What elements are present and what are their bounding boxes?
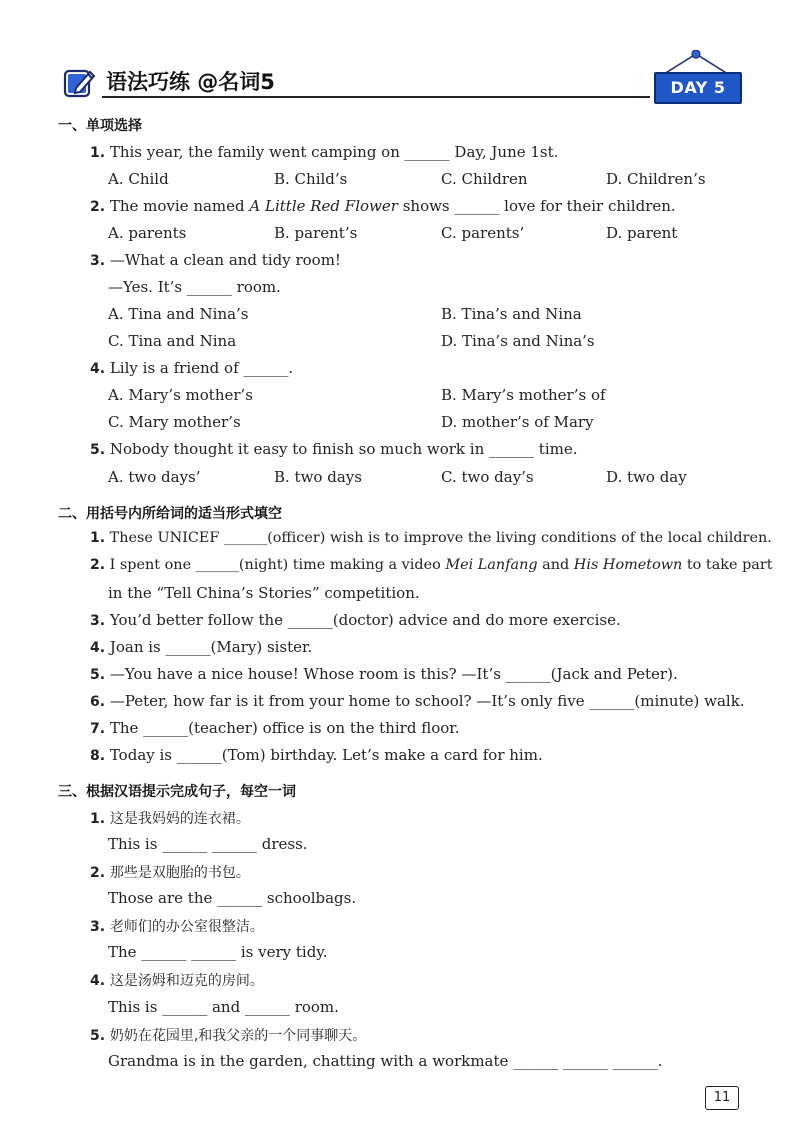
s2-q2-line2: in the “Tell China’s Stories” competition. bbox=[108, 584, 420, 602]
s3-q4-english: This is ______ and ______ room. bbox=[108, 998, 339, 1016]
question-text: —What a clean and tidy room! bbox=[109, 251, 341, 269]
question-number: 8. bbox=[90, 748, 106, 764]
question-number: 1. bbox=[90, 811, 106, 827]
question-text: Nobody thought it easy to finish so much work in ______ time. bbox=[109, 440, 578, 458]
movie-title: A Little Red Flower bbox=[249, 197, 398, 215]
day-tag bbox=[654, 50, 740, 114]
question-number: 6. bbox=[90, 694, 106, 710]
question-text: This year, the family went camping on ______ Day, June 1st. bbox=[109, 143, 559, 161]
s3-q5-chinese bbox=[90, 1025, 366, 1045]
s1-q2-option-a[interactable]: A. parents bbox=[108, 224, 187, 242]
page-number: 11 bbox=[705, 1086, 739, 1110]
question-number: 5. bbox=[90, 1028, 106, 1044]
chinese-prompt: 老师们的办公室很整洁。 bbox=[109, 919, 264, 935]
section-2-title: 二、用括号内所给词的适当形式填空 bbox=[58, 506, 282, 522]
page-title: 语法巧练 @名词5 bbox=[106, 70, 275, 94]
s1-q3-line2: —Yes. It’s ______ room. bbox=[108, 278, 281, 296]
s3-q4-chinese bbox=[90, 970, 264, 990]
s3-q1-chinese bbox=[90, 808, 250, 828]
s1-q5-option-d[interactable]: D. two day bbox=[606, 468, 687, 486]
s3-q2-english: Those are the ______ schoolbags. bbox=[108, 889, 357, 907]
s3-q3-english: The ______ ______ is very tidy. bbox=[108, 943, 328, 961]
s1-q3-stem bbox=[90, 251, 341, 269]
s1-q4-option-d[interactable]: D. mother’s of Mary bbox=[441, 413, 594, 431]
s1-q4-option-a[interactable]: A. Mary’s mother’s bbox=[108, 386, 254, 404]
question-number: 5. bbox=[90, 667, 106, 683]
s2-q4 bbox=[90, 638, 312, 656]
video-title-part1: Mei Lanfang bbox=[445, 557, 538, 573]
question-text: The ______(teacher) office is on the third floor. bbox=[109, 719, 460, 737]
question-number: 3. bbox=[90, 613, 106, 629]
s2-q5 bbox=[90, 665, 678, 683]
section-3-title: 三、根据汉语提示完成句子，每空一词 bbox=[58, 784, 296, 800]
s1-q4-option-b[interactable]: B. Mary’s mother’s of bbox=[441, 386, 606, 404]
question-number: 7. bbox=[90, 721, 106, 737]
question-number: 1. bbox=[90, 145, 106, 161]
s1-q2-option-d[interactable]: D. parent bbox=[606, 224, 678, 242]
question-text-post: shows ______ love for their children. bbox=[397, 197, 676, 215]
day-label: DAY 5 bbox=[654, 72, 742, 104]
s1-q1-option-b[interactable]: B. Child’s bbox=[274, 170, 348, 188]
s1-q5-option-a[interactable]: A. two days’ bbox=[108, 468, 201, 486]
s2-q3 bbox=[90, 611, 621, 629]
question-text: —You have a nice house! Whose room is this? —It’s ______(Jack and Peter). bbox=[109, 665, 678, 683]
s1-q1-option-a[interactable]: A. Child bbox=[108, 170, 169, 188]
question-text: Today is ______(Tom) birthday. Let’s make a card for him. bbox=[109, 746, 543, 764]
s3-q5-english: Grandma is in the garden, chatting with a workmate ______ ______ ______. bbox=[108, 1052, 663, 1070]
question-number: 4. bbox=[90, 361, 106, 377]
question-text: These UNICEF ______(officer) wish is to improve the living conditions of the local children. bbox=[109, 530, 772, 546]
video-title-part2: His Hometown bbox=[573, 557, 683, 573]
s3-q1-english: This is ______ ______ dress. bbox=[108, 835, 308, 853]
question-text-pre: The movie named bbox=[109, 197, 250, 215]
question-number: 2. bbox=[90, 557, 106, 573]
chinese-prompt: 这是我妈妈的连衣裙。 bbox=[109, 811, 250, 827]
s1-q1-option-c[interactable]: C. Children bbox=[441, 170, 528, 188]
s2-q7 bbox=[90, 719, 460, 737]
question-number: 2. bbox=[90, 865, 106, 881]
s2-q6 bbox=[90, 692, 745, 710]
title-underline bbox=[102, 96, 650, 98]
question-number: 1. bbox=[90, 530, 106, 546]
s2-q8 bbox=[90, 746, 543, 764]
question-number: 3. bbox=[90, 919, 106, 935]
s1-q3-option-b[interactable]: B. Tina’s and Nina bbox=[441, 305, 582, 323]
pencil-note-icon bbox=[62, 66, 96, 100]
s1-q1-stem bbox=[90, 143, 558, 161]
s2-q1 bbox=[90, 530, 772, 546]
s1-q5-stem bbox=[90, 440, 577, 458]
s1-q2-stem bbox=[90, 197, 676, 215]
s1-q4-stem bbox=[90, 359, 293, 377]
s2-q2 bbox=[90, 557, 773, 573]
question-number: 3. bbox=[90, 253, 106, 269]
question-text: Lily is a friend of ______. bbox=[109, 359, 294, 377]
question-number: 2. bbox=[90, 199, 106, 215]
s1-q5-option-b[interactable]: B. two days bbox=[274, 468, 362, 486]
question-text: You’d better follow the ______(doctor) advice and do more exercise. bbox=[109, 611, 621, 629]
question-text-pre: I spent one ______(night) time making a video bbox=[109, 557, 446, 573]
s3-q3-chinese bbox=[90, 916, 264, 936]
page-header bbox=[58, 62, 758, 110]
question-text-mid: and bbox=[537, 557, 574, 573]
question-number: 4. bbox=[90, 973, 106, 989]
section-1-title: 一、单项选择 bbox=[58, 118, 142, 134]
s1-q2-option-b[interactable]: B. parent’s bbox=[274, 224, 358, 242]
question-text: Joan is ______(Mary) sister. bbox=[109, 638, 313, 656]
s1-q3-option-a[interactable]: A. Tina and Nina’s bbox=[108, 305, 249, 323]
question-text: —Peter, how far is it from your home to school? —It’s only five ______(minute) walk. bbox=[109, 692, 745, 710]
s1-q5-option-c[interactable]: C. two day’s bbox=[441, 468, 534, 486]
chinese-prompt: 这是汤姆和迈克的房间。 bbox=[109, 973, 264, 989]
question-number: 5. bbox=[90, 442, 106, 458]
s3-q2-chinese bbox=[90, 862, 250, 882]
question-text-post: to take part bbox=[682, 557, 773, 573]
question-number: 4. bbox=[90, 640, 106, 656]
s1-q3-option-d[interactable]: D. Tina’s and Nina’s bbox=[441, 332, 595, 350]
s1-q2-option-c[interactable]: C. parents’ bbox=[441, 224, 525, 242]
chinese-prompt: 奶奶在花园里,和我父亲的一个同事聊天。 bbox=[109, 1028, 367, 1044]
chinese-prompt: 那些是双胞胎的书包。 bbox=[109, 865, 250, 881]
s1-q3-option-c[interactable]: C. Tina and Nina bbox=[108, 332, 237, 350]
s1-q1-option-d[interactable]: D. Children’s bbox=[606, 170, 706, 188]
s1-q4-option-c[interactable]: C. Mary mother’s bbox=[108, 413, 241, 431]
